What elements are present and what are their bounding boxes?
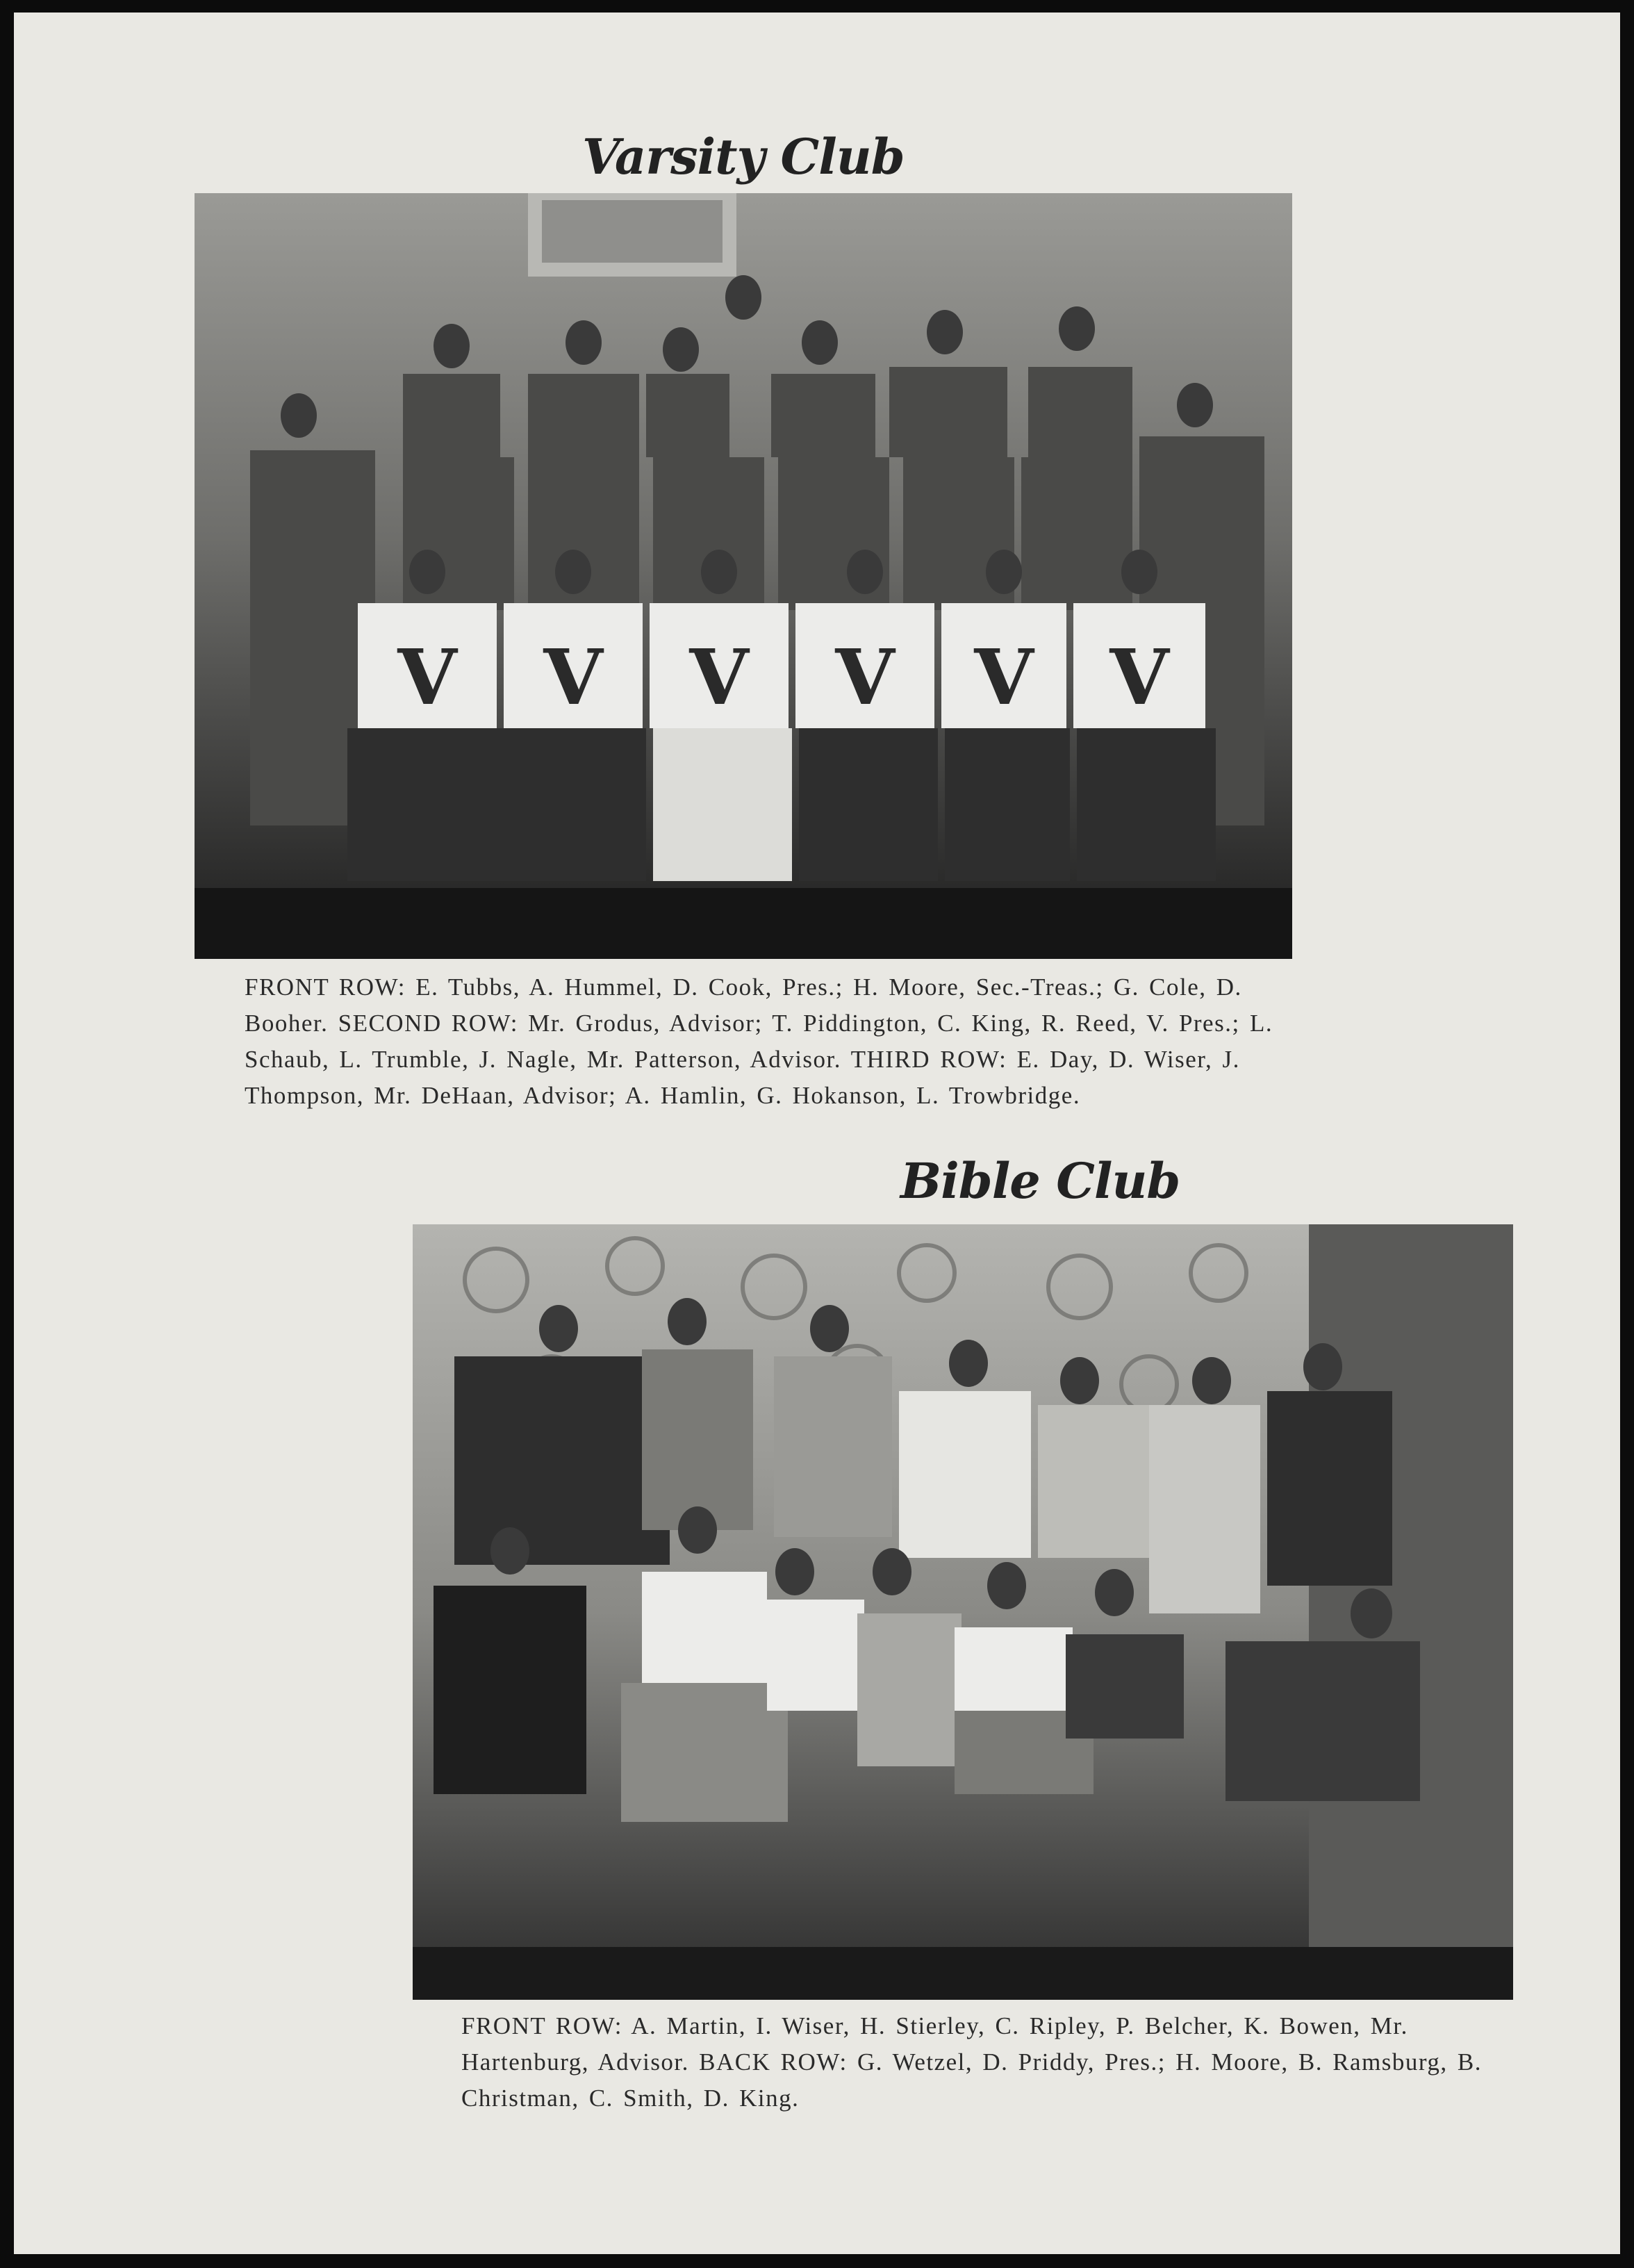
varsity-club-caption: FRONT ROW: E. Tubbs, A. Hummel, D. Cook, Pres.; H. Moore, Sec.-Treas.; G. Cole, D. Booher. SECOND ROW: Mr. Grodus, Advisor; T. Piddington, C. King, R. Reed, V. Pres.; L. Schaub, L. Trumble, J. Nagle, Mr. Patterson, Advisor. THIRD ROW: E. Day, D. Wiser, J. Thompson, Mr. DeHaan, Advisor; A. Hamlin, G. Hokanson, L. Trowbridge. (245, 973, 1273, 1109)
svg-text:V: V (543, 632, 603, 722)
svg-text:V: V (835, 632, 895, 722)
svg-text:V: V (689, 632, 749, 722)
svg-text:V: V (974, 632, 1034, 722)
bible-club-photo (413, 1224, 1513, 2000)
varsity-club-title: Varsity Club (582, 128, 905, 186)
bible-club-caption: FRONT ROW: A. Martin, I. Wiser, H. Stierley, C. Ripley, P. Belcher, K. Bowen, Mr. Hartenburg, Advisor. BACK ROW: G. Wetzel, D. Priddy, Pres.; H. Moore, B. Ramsburg, B. Christman, C. Smith, D. King. (461, 2012, 1483, 2112)
svg-text:V: V (397, 632, 457, 722)
yearbook-page (14, 13, 1620, 2254)
bible-club-title: Bible Club (900, 1152, 1180, 1210)
varsity-club-photo (195, 193, 1292, 959)
svg-text:V: V (1109, 632, 1169, 722)
